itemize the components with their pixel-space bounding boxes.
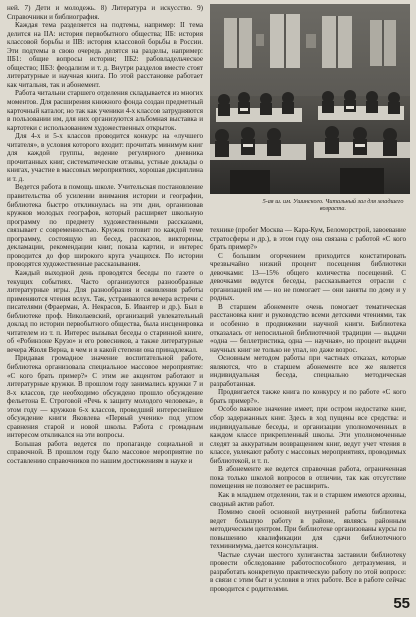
paragraph: технике (пробег Москва — Кара-Кум, Беломорстрой, завоевание стратосферы и др.), в этом году она связана с работой «С кого брать пример?» [210,226,406,252]
paragraph: Каждый выходной день проводятся беседы по газете о текущих событиях. Часто организуются разнообразные литературные игры. Для разнообразия и оживления работы применяются чтения вслух. Так, устраиваются вечера встречи с писателями (Фраерман, А. Некрасов, Б. Ивантер и др.). Был в библиотеке проф. Николаевский, организаций увлекательный доклад по истории первобытного общества, была инсценировка читателем из т. п. Интерес вызывал беседы о старинной книге, об «Робинзоне Крузо» и его ровесников, а также литературные вечера Жюля Верна, в чем и в какой степени она принадлежал. [7,268,203,354]
paragraph: В абонементе же ведется справочная работа, ограниченная пока только школой вопросов в отличии, так как отсутствие помещения не позволяет ее расширить. [210,465,406,491]
paragraph: Частые случаи шестого хулиганства заставили библиотеку провести обследование работоспособного детразумения, и разработать конкретную практическую работу по этой вопросе: в связи с этим быт и условия в этих работе. Все в работе сейчас проводится с родителями. [210,550,406,593]
left-text-column [7,4,203,610]
paragraph: Основным методом работы при частных отказах, которые являются, что в старшем абонементе все же является индивидуальная беседа, специально методическая разработанная. [210,354,406,388]
paragraph: Работа читальни старшего отделения складывается из многих моментов. Для расширения книжного фонда создан предметный карточный каталог, но так как ученики 4-х классов затрудняются в пользовании им, для них организуются альбомная выставка и картотеки с использованием художественных открыток. [7,89,203,132]
paragraph: Как в младшем отделении, так и в старшем имеются архивы, сводный актив работ. [210,490,406,508]
paragraph: Каждая тема разделяется на подтемы, например: II тема делится на IIА: история первобытного общества; IIБ: история классовой борьбы и IIВ: история классовой борьбы в России. Эти подтемы в свою очередь делятся на разделы, например: IIБ1: общие вопросы истории; IIБ2: рабовладельческое общество; IIБ3: феодализм и т. д. Внутри разделов вместе стоят литературные и научная книга. По этой расстановке работает как читальня, так и абонемент. [7,21,203,89]
paragraph: Помимо своей основной внутренней работы библиотека ведет большую работу в районе, являясь районным методическим центром. При библиотеке организованы курсы по повышению квалификации для сдачи библиотечного техминимума, дается консультация. [210,508,406,551]
paragraph: Для 4-х и 5-х классов проводится конкурс на «лучшего читателя», в условия которого входит: прочитать минимум книг для каждой группы, ведение регулярного дневника прочитанных книг, систематические отзывы, устные доклады о книгах, участие в массовых мероприятиях, хорошая дисциплина и т. д. [7,132,203,183]
photo-caption: 5-ая ш. им. Ушинского. Читальный зал для младшего возраста. [262,198,404,213]
right-text-column [210,226,406,610]
paragraph: С большим огорчением приходится констатировать чрезвычайно низкий процент посещения библиотеки девочками: 13—15% общего количества посещений. С девочками ведутся беседы, рассказывается отрасли с организацией им — но не помогает — они заняты по дому и у родных. [210,251,406,303]
paragraph: ней. 7) Дети и молодежь. 8) Литература и искусство. 9) Справочники и библиография. [7,4,203,21]
paragraph: Продвигается также книга по конкурсу и по работе «С кого брать пример?». [210,388,406,405]
paragraph: Придавая громадное значение воспитательной работе, библиотека организовала специальное массовое мероприятие: «С кого брать пример?» С этим же акцентом работают и литературные кружки. В прошлом году занимались кружки 7 и 8-х классов, где необходимо обсуждено прошло обсуждение фельетона Е. Строговой «Речь к защиту молодого человека», в этом году — кружков 6-х классов, проведший интереснейшее обсуждение книги Яковлева «Первый ученик» под углом сравнения старой и новой школы. Работа с громадным интересом откликался на эти вопросы. [7,354,203,440]
page-number: 55 [393,595,410,612]
reading-room-photo [210,4,410,194]
paragraph: Особо важное значение имеет, при остром недостатке книг, сбор задержанных книг. Здесь в ход пущены все средства: и индивидуальные беседы, и организации уполномоченных в каждом классе прикрепленный школы. Эти уполномоченные следят за аккуратным возвращением книг, ведут учет чтения в классе, увлекают работу с массовых мероприятиях, проводимых библиотекой, и т. п. [210,405,406,465]
paragraph: Большая работа ведется по пропаганде социальной и справочной. В прошлом году было массовое мероприятие по составлению справочников по нашим достижениям в науке и [7,439,203,465]
paragraph: Ведется работа в помощь школе. Учительская постановление правительства об усилении внимания истории и географии, библиотека быстро откликнулась на эти дни, организовав кружков молодых географов, который расширяет школьную программу по предмету художественными рассказами, связывает с современностью. Кружок готовит по каждой теме программу, состоящую из бесед, рассказов, викторины, декламации, рекомендации книг, показа картин, и интерес проводится до фор широкого круга учащихся. По истории проводятся художественные рассказывания. [7,183,203,269]
paragraph: В старшем абонементе очень помогает тематическая расстановка книг и руководство всеми детскими чтениями, так и особенно в продвижении научной книги. Библиотека отказалась от непосильной библиотечной традиции — выдачи «одна — беллетристика, одна — научная», но процент выдачи научных книг не только не упал, но даже возрос. [210,302,406,354]
figure [210,4,410,216]
